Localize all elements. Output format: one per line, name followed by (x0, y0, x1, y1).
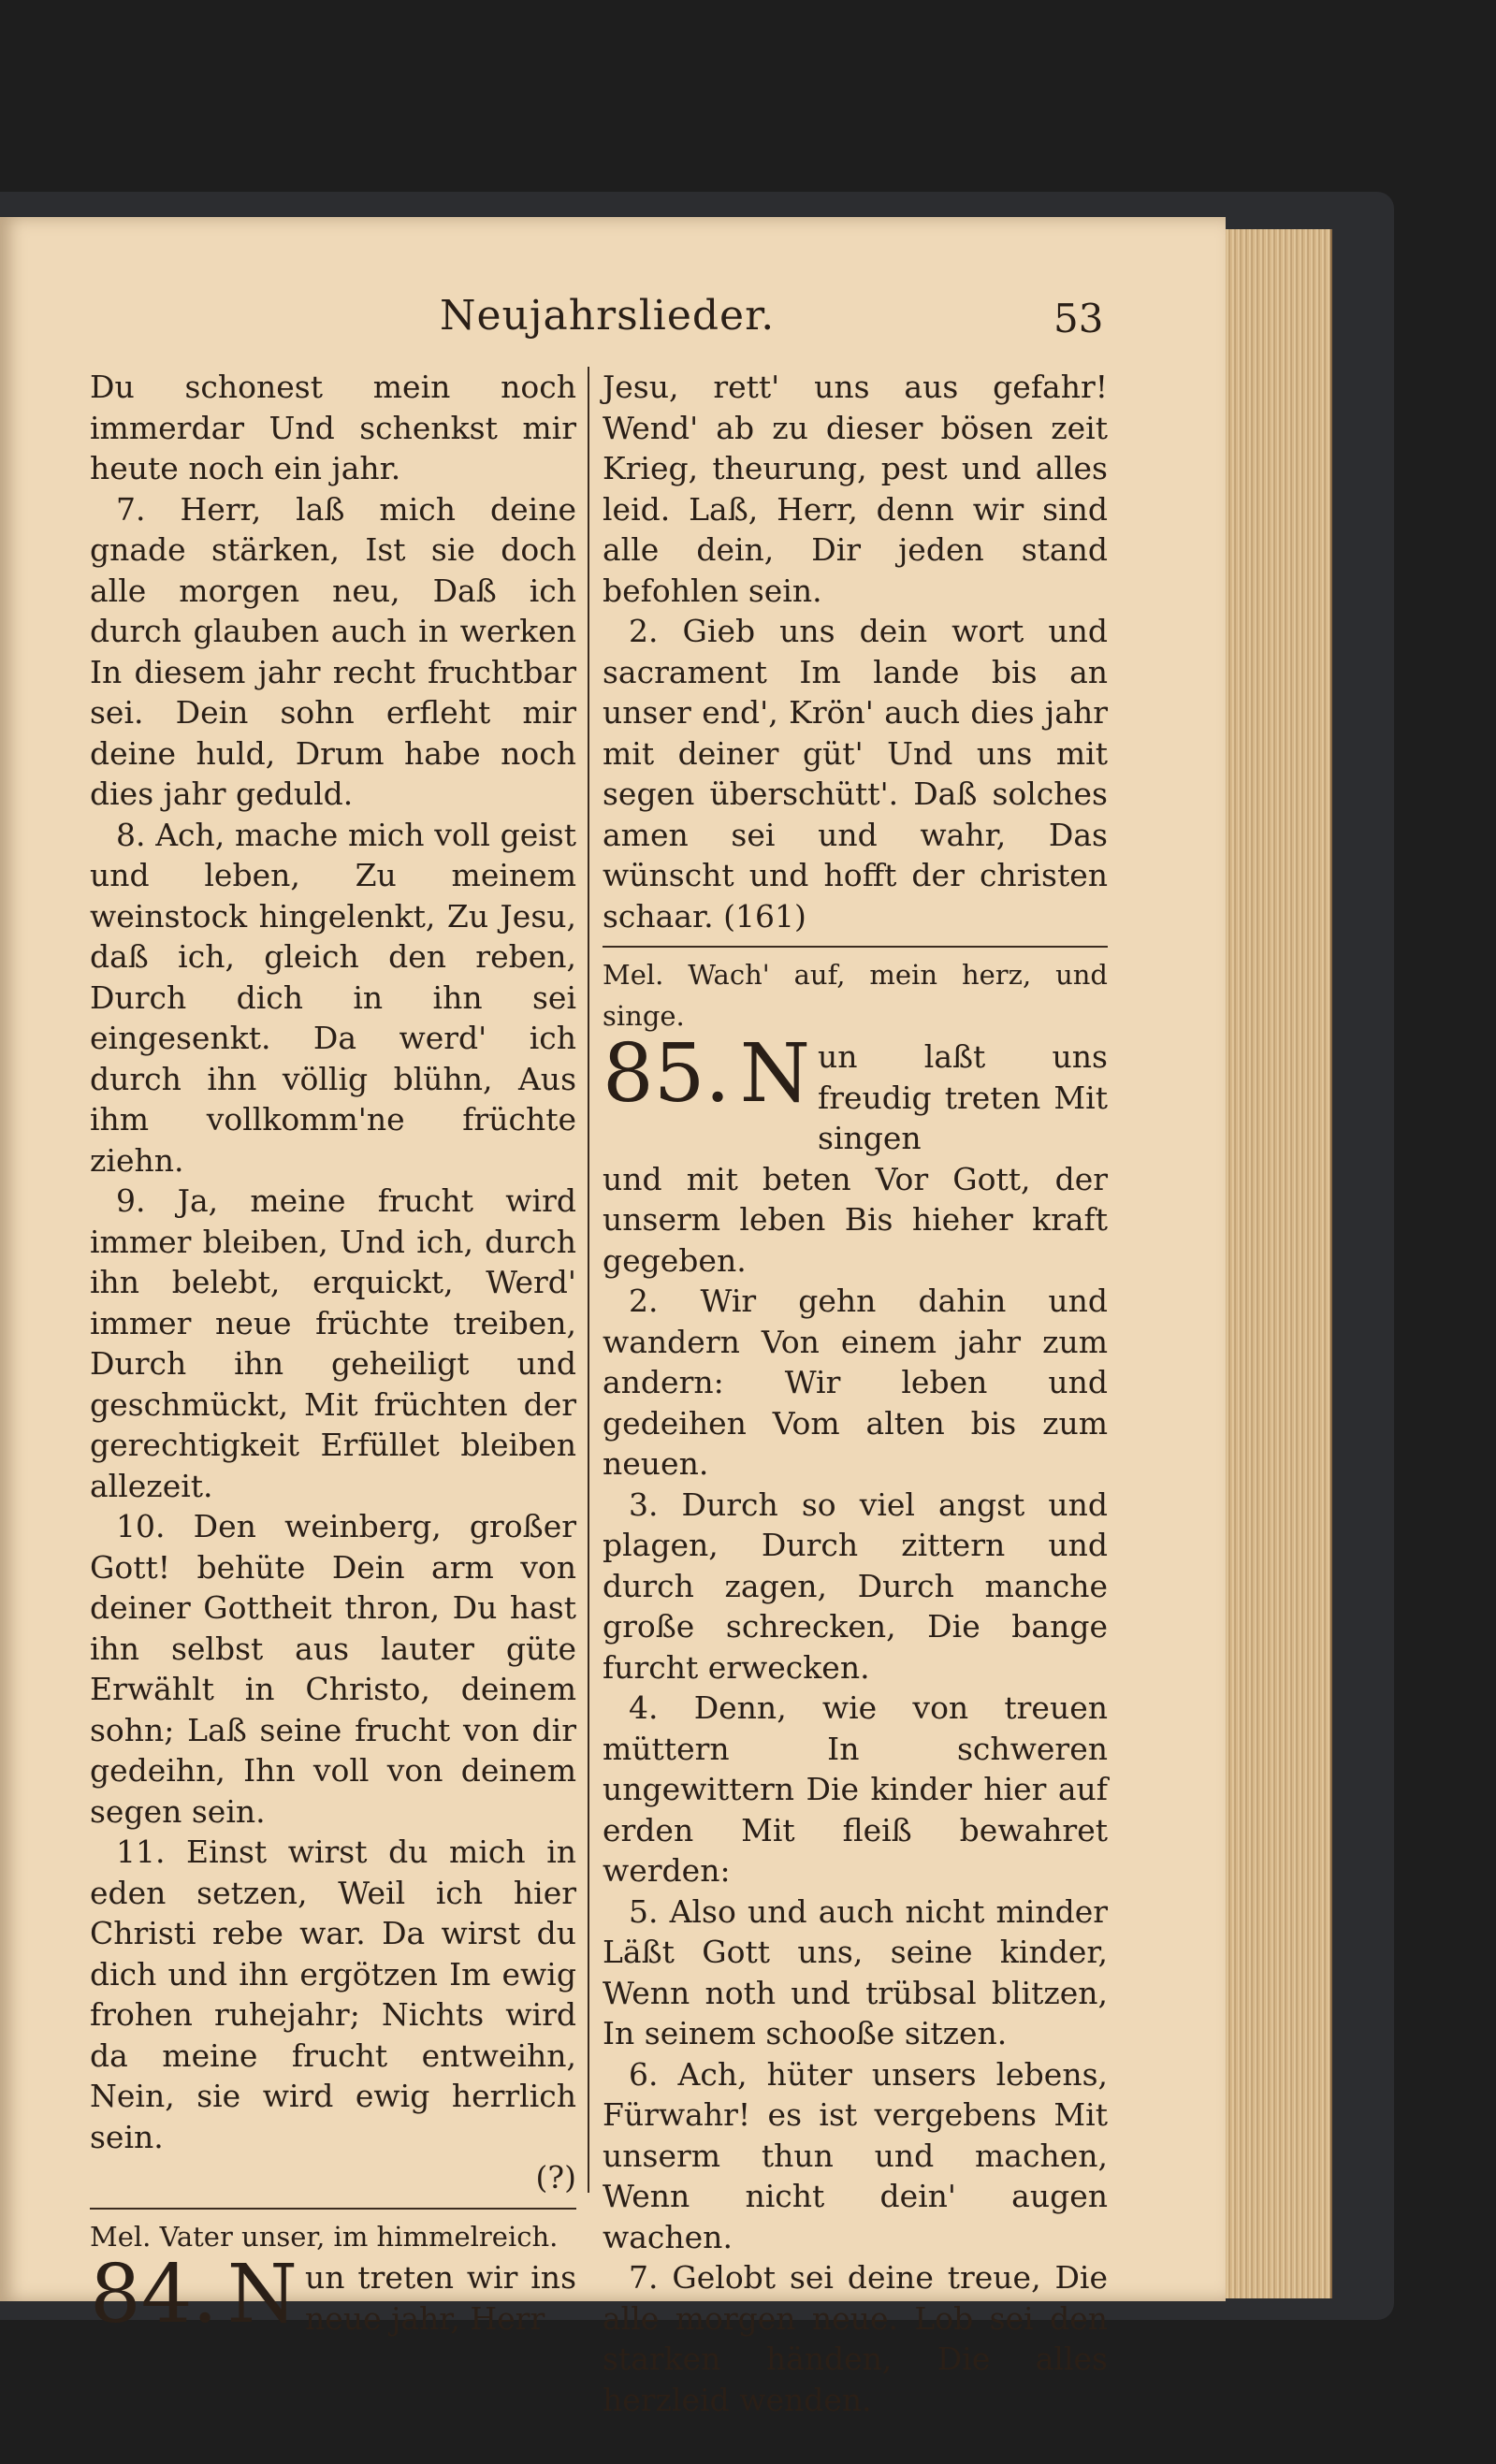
stanza: 5. Also und auch nicht minder Läßt Gott uns, seine kinder, Wenn noth und trübsal blitzen, In seinem schooße sitzen. (603, 1892, 1108, 2051)
left-column (90, 367, 576, 2339)
hymn-text: und mit beten Vor Gott, der unserm leben Bis hieher kraft gegeben. (603, 1160, 1108, 1279)
stanza: 2. Wir gehn dahin und wandern Von einem jahr zum andern: Wir leben und gedeihen Vom alten bis zum neuen. (603, 1283, 1108, 1482)
hymn-85-start (603, 1027, 1108, 1159)
stanza: 6. Ach, hüter unsers lebens, Fürwahr! es ist vergebens Mit unserm thun und machen, Wenn nicht dein' augen wachen. (603, 2055, 1108, 2255)
running-title: Neujahrslieder. (440, 292, 776, 340)
melody-line: Mel. Vater unser, im himmelreich. (90, 2220, 559, 2253)
source-ref: (?) (535, 2159, 576, 2196)
melody-line: Mel. Wach' auf, mein herz, und singe. (603, 959, 1108, 1032)
stanza: 4. Denn, wie von treuen müttern In schweren ungewittern Die kinder hier auf erden Mit fleiß bewahret werden: (603, 1689, 1108, 1889)
continuation-text: Du schonest mein noch immerdar Und schenkst mir heute noch ein jahr. (90, 369, 576, 486)
stanza: 10. Den weinberg, großer Gott! behüte Dein arm von deiner Gottheit thron, Du hast ihn selbst aus lauter güte Erwählt in Christo, deinem sohn; Laß seine frucht von dir gedeihn, Ihn voll von deinem segen sein. (90, 1508, 576, 1830)
hymn-84-start (90, 2248, 576, 2341)
hymn-lead-text: un treten wir ins neue jahr, Herr (305, 2259, 576, 2337)
stanza: 7. Herr, laß mich deine gnade stärken, Ist sie doch alle morgen neu, Daß ich durch glauben auch in werken In diesem jahr recht fruchtbar sei. Dein sohn erfleht mir deine huld, Drum habe noch dies jahr geduld. (90, 490, 576, 812)
column-divider (588, 367, 589, 2193)
stanza: 11. Einst wirst du mich in eden setzen, Weil ich hier Christi rebe war. Da wirst du dich und ihn ergötzen Im ewig frohen ruhejahr; Nichts wird da meine frucht entweihn, Nein, sie wird ewig herrlich sein. (90, 1834, 576, 2155)
stanza: 9. Ja, meine frucht wird immer bleiben, Und ich, durch ihn belebt, erquickt, Werd' immer neue früchte treiben, Durch ihn geheiligt und geschmückt, Mit früchten der gerechtigkeit Erfüllet bleiben allezeit. (90, 1182, 576, 1504)
continuation-text: Jesu, rett' uns aus gefahr! Wend' ab zu dieser bösen zeit Krieg, theurung, pest und alles leid. Laß, Herr, denn wir sind alle dein, Dir jeden stand befohlen sein. (603, 369, 1108, 609)
hymn-number: 85. (603, 1027, 731, 1121)
stanza: 7. Gelobt sei deine treue, Die alle morgen neue. Lob sei den starken händen, Die alles herzleid wenden. (603, 2259, 1108, 2418)
page-edges (1209, 229, 1332, 2298)
drop-cap: N (226, 2248, 298, 2341)
right-column (603, 367, 1108, 2420)
stanza: 2. Gieb uns dein wort und sacrament Im lande bis an unser end', Krön' auch dies jahr mit deiner güt' Und uns mit segen überschütt'. Daß solches amen sei und wahr, Das wünscht und hofft der christen schaar. (161) (603, 613, 1108, 935)
hymn-number: 84. (90, 2248, 218, 2341)
page-number: 53 (1053, 296, 1104, 341)
hymn-separator (90, 2208, 576, 2210)
stanza: 3. Durch so viel angst und plagen, Durch zittern und durch zagen, Durch manche große schrecken, Die bange furcht erwecken. (603, 1486, 1108, 1686)
hymn-separator (603, 946, 1108, 948)
drop-cap: N (739, 1027, 811, 1121)
stanza: 8. Ach, mache mich voll geist und leben, Zu meinem weinstock hingelenkt, Zu Jesu, daß ich, gleich den reben, Durch dich in ihn sei eingesenkt. Da werd' ich durch ihn völlig blühn, Aus ihm vollkomm'ne früchte ziehn. (90, 816, 576, 1179)
hymn-lead-text: un laßt uns freudig treten Mit singen (818, 1038, 1108, 1156)
